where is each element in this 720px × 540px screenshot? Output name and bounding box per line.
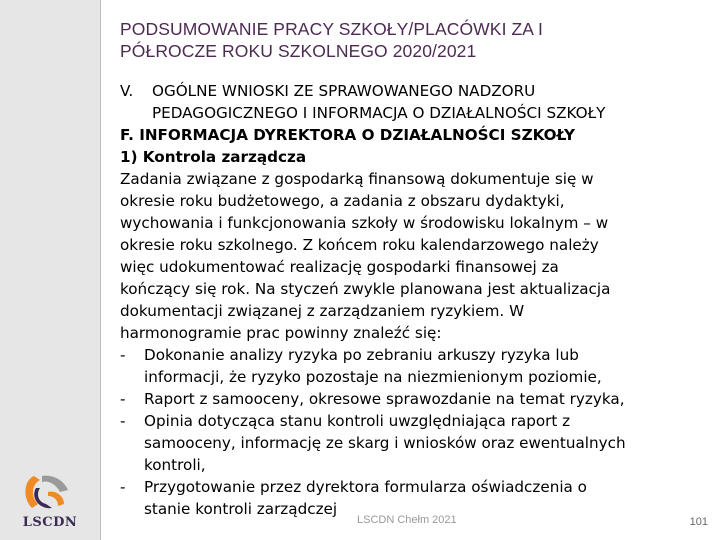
subsection-heading: 1) Kontrola zarządcza: [120, 148, 307, 166]
list-item: [120, 344, 695, 388]
paragraph-line: dokumentacji związanej z zarządzaniem ryzykiem. W: [120, 302, 525, 320]
paragraph-line: Zadania związane z gospodarką finansową dokumentuje się w: [120, 170, 594, 188]
list-item: [120, 388, 695, 410]
section-v-number: V.: [120, 82, 134, 100]
section-f-heading: F. INFORMACJA DYREKTORA O DZIAŁALNOŚCI SZKOŁY: [120, 126, 575, 144]
title-line-1: PODSUMOWANIE PRACY SZKOŁY/PLACÓWKI ZA I: [120, 19, 544, 39]
bullet-dash: -: [120, 346, 126, 364]
slide-title: [120, 18, 680, 62]
list-item-line: samooceny, informację ze skarg i wniosków oraz ewentualnych: [144, 434, 626, 452]
list-item-line: kontroli,: [144, 456, 206, 474]
paragraph-line: kończący się rok. Na styczeń zwykle planowana jest aktualizacja: [120, 280, 611, 298]
paragraph-line: harmonogramie prac powinny znaleźć się:: [120, 324, 442, 342]
paragraph-line: wychowania i funkcjonowania szkoły w środowisku lokalnym – w: [120, 214, 609, 232]
bullet-dash: -: [120, 478, 126, 496]
footer-label: LSCDN Chełm 2021: [357, 514, 457, 526]
body-paragraph: [120, 168, 695, 344]
list-item-line: informacji, że ryzyko pozostaje na niezmienionym poziomie,: [144, 368, 602, 386]
list-item-line: Przygotowanie przez dyrektora formularza oświadczenia o: [144, 478, 587, 496]
slide-content: [120, 80, 695, 520]
logo-text: LSCDN: [22, 515, 78, 530]
bullet-dash: -: [120, 390, 126, 408]
list-item: [120, 410, 695, 476]
list-item-line: stanie kontroli zarządczej: [144, 500, 338, 518]
sidebar-divider: [100, 0, 101, 540]
paragraph-line: okresie roku budżetowego, a zadania z obszaru dydaktyki,: [120, 192, 565, 210]
section-v-line-2: PEDAGOGICZNEGO I INFORMACJA O DZIAŁALNOŚCI SZKOŁY: [152, 104, 606, 122]
section-v-line-1: OGÓLNE WNIOSKI ZE SPRAWOWANEGO NADZORU: [152, 82, 536, 100]
list-item-line: Opinia dotycząca stanu kontroli uwzględniająca raport z: [144, 412, 571, 430]
page-number: 101: [689, 516, 708, 528]
paragraph-line: okresie roku szkolnego. Z końcem roku kalendarzowego należy: [120, 236, 599, 254]
paragraph-line: więc udokumentować realizację gospodarki finansowej za: [120, 258, 559, 276]
list-item-line: Dokonanie analizy ryzyka po zebraniu arkuszy ryzyka lub: [144, 346, 579, 364]
section-v-heading: [120, 80, 695, 124]
list-item-line: Raport z samooceny, okresowe sprawozdanie na temat ryzyka,: [144, 390, 625, 408]
left-sidebar-band: [0, 0, 100, 540]
title-line-2: PÓŁROCZE ROKU SZKOLNEGO 2020/2021: [120, 41, 477, 61]
bullet-dash: -: [120, 412, 126, 430]
